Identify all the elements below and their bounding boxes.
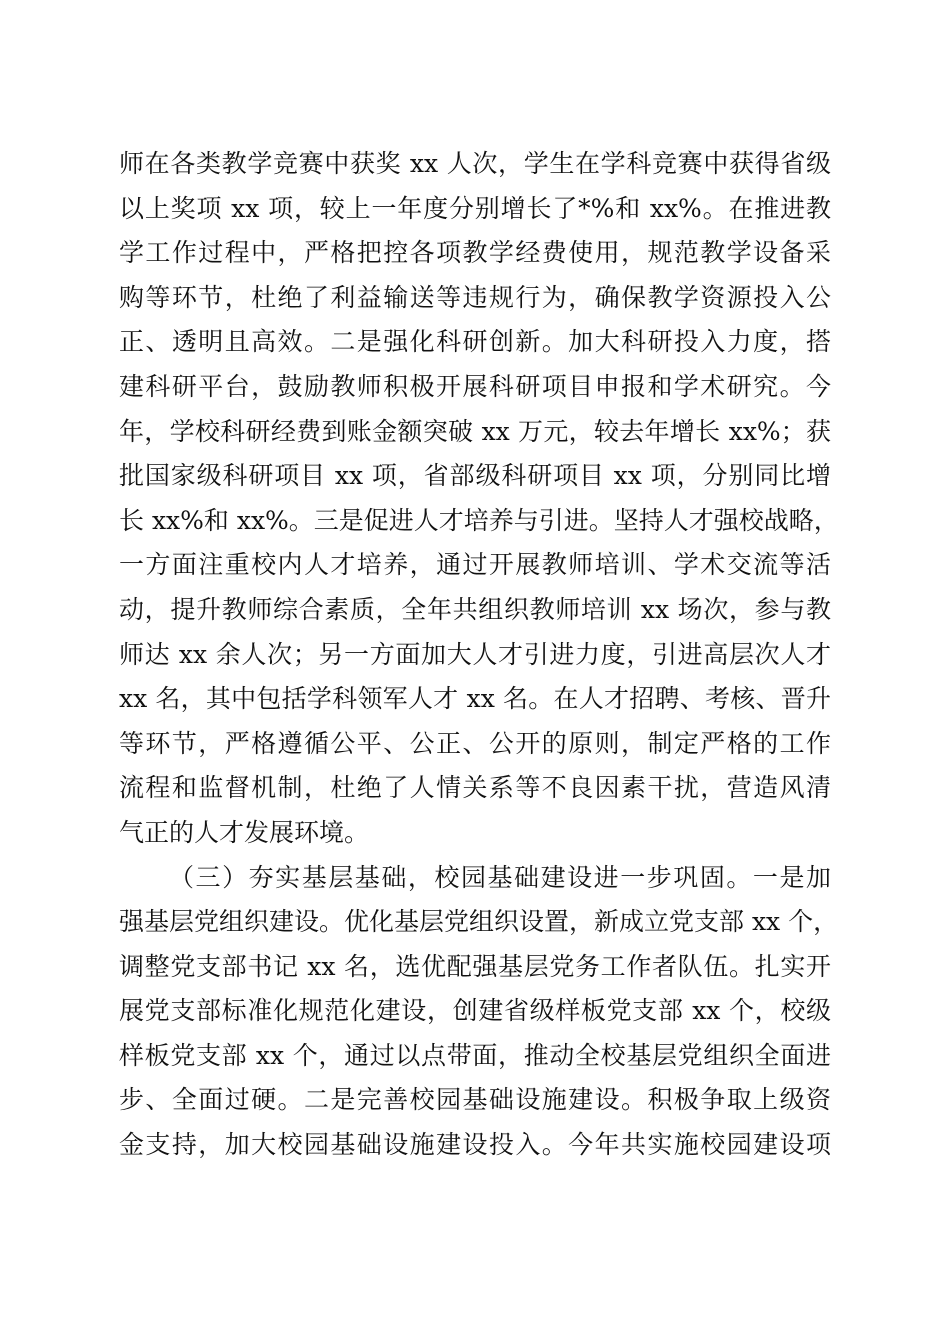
- text-line: 样板党支部 xx 个，通过以点带面，推动全校基层党组织全面进: [119, 1040, 831, 1070]
- text-line: 以上奖项 xx 项，较上一年度分别增长了*%和 xx%。在推进教: [119, 193, 831, 223]
- text-line: xx 名，其中包括学科领军人才 xx 名。在人才招聘、考核、晋升: [119, 684, 831, 714]
- text-line: 一方面注重校内人才培养，通过开展教师培训、学术交流等活: [119, 550, 831, 580]
- text-line: 等环节，严格遵循公平、公正、公开的原则，制定严格的工作: [119, 728, 831, 758]
- text-line: 长 xx%和 xx%。三是促进人才培养与引进。坚持人才强校战略，: [119, 505, 839, 535]
- text-line: 批国家级科研项目 xx 项，省部级科研项目 xx 项，分别同比增: [119, 461, 831, 491]
- text-line: 年，学校科研经费到账金额突破 xx 万元，较去年增长 xx%；获: [119, 416, 831, 446]
- text-line: 调整党支部书记 xx 名，选优配强基层党务工作者队伍。扎实开: [119, 951, 831, 981]
- section-heading-line: （三）夯实基层基础，校园基础建设进一步巩固。一是加: [169, 862, 831, 892]
- body-text: [119, 142, 839, 1168]
- text-line: 师达 xx 余人次；另一方面加大人才引进力度，引进高层次人才: [119, 639, 831, 669]
- text-line: 学工作过程中，严格把控各项教学经费使用，规范教学设备采: [119, 238, 831, 268]
- text-line: 流程和监督机制，杜绝了人情关系等不良因素干扰，营造风清: [119, 773, 831, 803]
- text-line: 购等环节，杜绝了利益输送等违规行为，确保教学资源投入公: [119, 282, 831, 312]
- paragraph-end-line: 气正的人才发展环境。: [119, 817, 370, 847]
- text-line: 金支持，加大校园基础设施建设投入。今年共实施校园建设项: [119, 1130, 831, 1160]
- text-line: 展党支部标准化规范化建设，创建省级样板党支部 xx 个，校级: [119, 996, 831, 1026]
- text-line: 步、全面过硬。二是完善校园基础设施建设。积极争取上级资: [119, 1085, 831, 1115]
- text-line: 师在各类教学竞赛中获奖 xx 人次，学生在学科竞赛中获得省级: [119, 149, 831, 178]
- text-line: 正、透明且高效。二是强化科研创新。加大科研投入力度，搭: [119, 327, 831, 357]
- text-line: 动，提升教师综合素质，全年共组织教师培训 xx 场次，参与教: [119, 594, 831, 624]
- text-line: 建科研平台，鼓励教师积极开展科研项目申报和学术研究。今: [119, 371, 831, 401]
- text-line: 强基层党组织建设。优化基层党组织设置，新成立党支部 xx 个，: [119, 907, 839, 937]
